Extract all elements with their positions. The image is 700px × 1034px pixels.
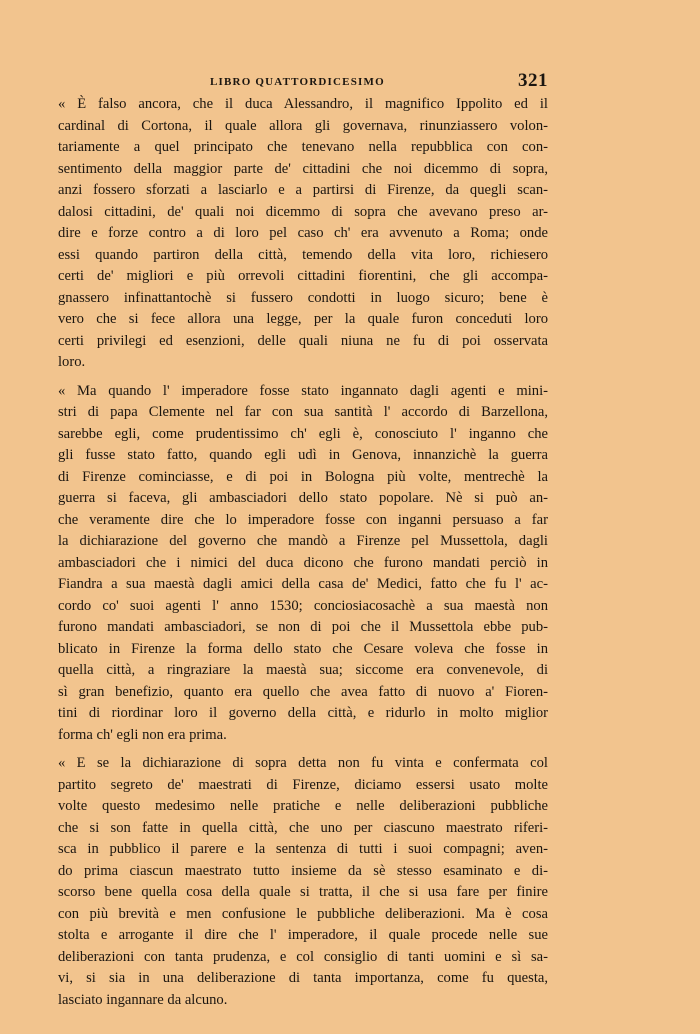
- text-line: cordo co' suoi agenti l' anno 1530; conciosiacosachè a sua maestà non: [58, 597, 548, 614]
- text-line: anzi fossero sforzati a lasciarlo e a partirsi di Firenze, da quegli scan-: [58, 182, 548, 198]
- text-body: [58, 94, 548, 1011]
- text-line: di Firenze cominciasse, e di poi in Bologna più volte, mentrechè la: [58, 468, 548, 485]
- text-line: tini di riordinar loro il governo della città, e ridurlo in molto miglior: [58, 705, 548, 721]
- running-title: LIBRO QUATTORDICESIMO: [210, 76, 385, 88]
- paragraph: [58, 94, 548, 374]
- text-line: sì gran benefizio, quanto era quello che avea fatto di nuovo a' Fioren-: [58, 683, 548, 700]
- text-line: scorso bene quella cosa della quale si tratta, il che si usa fare per finire: [58, 884, 548, 900]
- text-line: tariamente a quel principato che tenevano nella repubblica con con-: [58, 139, 548, 155]
- text-line: forma ch' egli non era prima.: [58, 726, 227, 743]
- text-line: lasciato ingannare da alcuno.: [58, 991, 228, 1008]
- book-page: [58, 70, 548, 1018]
- text-line: « Ma quando l' imperadore fosse stato ingannato dagli agenti e mini-: [58, 382, 548, 399]
- text-line: che si son fatte in quella città, che uno per ciascuno maestrato riferi-: [58, 819, 548, 836]
- text-line: partito segreto de' maestrati di Firenze, diciamo essersi usato molte: [58, 776, 548, 793]
- text-line: che veramente dire che lo imperadore fosse con inganni persuaso a far: [58, 511, 548, 528]
- paragraph: [58, 381, 548, 747]
- text-line: gnassero infinattantochè si fussero condotti in luogo sicuro; bene è: [58, 289, 548, 306]
- text-line: quella città, a ringraziare la maestà sua; siccome era convenevole, di: [58, 662, 548, 678]
- text-line: volte questo medesimo nelle pratiche e nelle deliberazioni pubbliche: [58, 798, 548, 814]
- text-line: guerra si faceva, gli ambasciadori dello stato popolare. Nè si può an-: [58, 490, 548, 506]
- text-line: « E se la dichiarazione di sopra detta non fu vinta e confermata col: [58, 755, 548, 771]
- text-line: certi privilegi ed esenzioni, delle quali niuna ne fu di poi osservata: [58, 332, 548, 349]
- text-line: deliberazioni con tanta prudenza, e col consiglio di tanti uomini e sì sa-: [58, 948, 548, 965]
- text-line: loro.: [58, 354, 86, 370]
- text-line: stri di papa Clemente nel far con sua santità l' accordo di Barzellona,: [58, 404, 548, 420]
- text-line: certi de' migliori e più orrevoli cittadini fiorentini, che gli accompa-: [58, 268, 548, 284]
- text-line: con più brevità e men confusione le pubbliche deliberazioni. Ma è cosa: [58, 905, 548, 922]
- text-line: blicato in Firenze la forma dello stato che Cesare voleva che fosse in: [58, 640, 548, 657]
- text-line: dire e forze contro a di loro pel caso ch' era avvenuto a Roma; onde: [58, 225, 548, 241]
- text-line: sarebbe egli, come prudentissimo ch' egli è, conosciuto l' inganno che: [58, 425, 548, 442]
- text-line: furono mandati ambasciadori, se non di poi che il Mussettola ebbe pub-: [58, 619, 548, 635]
- text-line: « È falso ancora, che il duca Alessandro, il magnifico Ippolito ed il: [58, 96, 548, 112]
- text-line: la dichiarazione del governo che mandò a Firenze pel Mussettola, dagli: [58, 533, 548, 549]
- text-line: vi, si sia in una deliberazione di tanta importanza, come fu questa,: [58, 970, 548, 986]
- text-line: dalosi cittadini, de' quali noi dicemmo di sopra che avevano preso ar-: [58, 203, 548, 220]
- text-line: vero che si fece allora una legge, per la quale furon conceduti loro: [58, 311, 548, 327]
- text-line: ambasciadori che i nimici del duca dicono che furono mandati perciò in: [58, 554, 548, 571]
- text-line: gli fusse stato fatto, quando egli udì in Genova, innanzichè la guerra: [58, 447, 548, 463]
- text-line: stolta e arrogante il dire che l' imperadore, il quale procede nelle sue: [58, 927, 548, 943]
- text-line: sca in pubblico il parere e la sentenza di tutti i suoi compagni; aven-: [58, 841, 548, 857]
- text-line: Fiandra a sua maestà dagli amici della casa de' Medici, fatto che fu l' ac-: [58, 576, 548, 592]
- page-number: 321: [518, 70, 548, 91]
- running-head: [58, 70, 548, 94]
- paragraph: [58, 753, 548, 1011]
- text-line: do prima ciascun maestrato tutto insieme da sè stesso esaminato e di-: [58, 862, 548, 879]
- text-line: essi quando partiron della città, temendo della vita loro, richiesero: [58, 246, 548, 263]
- text-line: sentimento della maggior parte de' cittadini che noi dicemmo di sopra,: [58, 160, 548, 177]
- text-line: cardinal di Cortona, il quale allora gli governava, rinunziassero volon-: [58, 117, 548, 134]
